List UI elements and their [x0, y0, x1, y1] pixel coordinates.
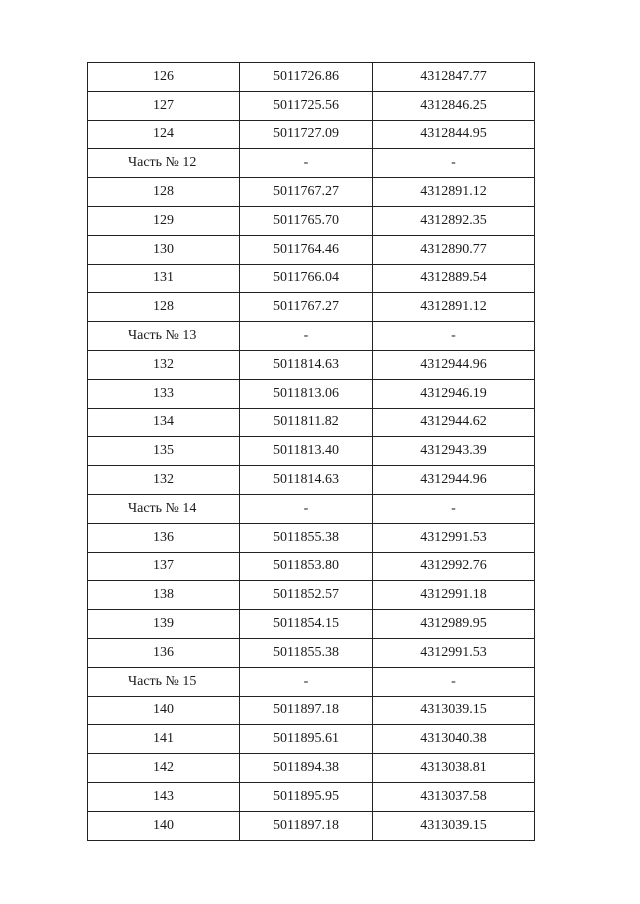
table-row: [88, 638, 535, 667]
y-coordinate-cell: 4312944.96: [373, 350, 535, 379]
table-row: [88, 120, 535, 149]
y-coordinate-cell: 4313040.38: [373, 725, 535, 754]
point-cell: 130: [88, 235, 240, 264]
table-row: [88, 466, 535, 495]
y-coordinate-cell: 4312944.96: [373, 466, 535, 495]
part-header-row: [88, 149, 535, 178]
point-cell: 136: [88, 523, 240, 552]
point-cell: 134: [88, 408, 240, 437]
point-cell: 128: [88, 293, 240, 322]
y-coordinate-cell: 4312889.54: [373, 264, 535, 293]
x-coordinate-cell: 5011727.09: [240, 120, 373, 149]
y-coordinate-cell: 4313039.15: [373, 696, 535, 725]
y-coordinate-cell: 4312992.76: [373, 552, 535, 581]
x-coordinate-cell: 5011814.63: [240, 350, 373, 379]
x-coordinate-cell: -: [240, 494, 373, 523]
x-coordinate-cell: 5011855.38: [240, 523, 373, 552]
x-coordinate-cell: -: [240, 667, 373, 696]
point-cell: 135: [88, 437, 240, 466]
y-coordinate-cell: 4312891.12: [373, 178, 535, 207]
point-cell: 127: [88, 91, 240, 120]
x-coordinate-cell: 5011895.95: [240, 782, 373, 811]
x-coordinate-cell: 5011854.15: [240, 610, 373, 639]
y-coordinate-cell: -: [373, 149, 535, 178]
y-coordinate-cell: 4312890.77: [373, 235, 535, 264]
y-coordinate-cell: -: [373, 494, 535, 523]
x-coordinate-cell: 5011814.63: [240, 466, 373, 495]
x-coordinate-cell: 5011764.46: [240, 235, 373, 264]
table-row: [88, 782, 535, 811]
y-coordinate-cell: 4312991.18: [373, 581, 535, 610]
y-coordinate-cell: 4312844.95: [373, 120, 535, 149]
y-coordinate-cell: 4313037.58: [373, 782, 535, 811]
x-coordinate-cell: -: [240, 149, 373, 178]
table-row: [88, 523, 535, 552]
x-coordinate-cell: 5011767.27: [240, 178, 373, 207]
y-coordinate-cell: 4312989.95: [373, 610, 535, 639]
part-label-cell: Часть № 12: [88, 149, 240, 178]
x-coordinate-cell: 5011813.40: [240, 437, 373, 466]
table-row: [88, 206, 535, 235]
point-cell: 140: [88, 811, 240, 840]
table-row: [88, 379, 535, 408]
part-label-cell: Часть № 14: [88, 494, 240, 523]
table-row: [88, 408, 535, 437]
x-coordinate-cell: 5011895.61: [240, 725, 373, 754]
point-cell: 141: [88, 725, 240, 754]
point-cell: 124: [88, 120, 240, 149]
point-cell: 132: [88, 466, 240, 495]
point-cell: 131: [88, 264, 240, 293]
coordinates-table-body: [88, 63, 535, 841]
x-coordinate-cell: 5011897.18: [240, 696, 373, 725]
y-coordinate-cell: -: [373, 667, 535, 696]
y-coordinate-cell: 4312946.19: [373, 379, 535, 408]
x-coordinate-cell: -: [240, 322, 373, 351]
part-label-cell: Часть № 15: [88, 667, 240, 696]
table-row: [88, 350, 535, 379]
x-coordinate-cell: 5011855.38: [240, 638, 373, 667]
y-coordinate-cell: 4313038.81: [373, 754, 535, 783]
point-cell: 136: [88, 638, 240, 667]
point-cell: 137: [88, 552, 240, 581]
table-row: [88, 696, 535, 725]
y-coordinate-cell: 4312891.12: [373, 293, 535, 322]
y-coordinate-cell: 4312892.35: [373, 206, 535, 235]
x-coordinate-cell: 5011766.04: [240, 264, 373, 293]
part-header-row: [88, 322, 535, 351]
point-cell: 142: [88, 754, 240, 783]
table-row: [88, 610, 535, 639]
x-coordinate-cell: 5011725.56: [240, 91, 373, 120]
y-coordinate-cell: 4312991.53: [373, 638, 535, 667]
point-cell: 126: [88, 63, 240, 92]
point-cell: 143: [88, 782, 240, 811]
table-row: [88, 63, 535, 92]
y-coordinate-cell: 4312846.25: [373, 91, 535, 120]
y-coordinate-cell: 4312944.62: [373, 408, 535, 437]
table-row: [88, 811, 535, 840]
y-coordinate-cell: 4312943.39: [373, 437, 535, 466]
x-coordinate-cell: 5011894.38: [240, 754, 373, 783]
point-cell: 132: [88, 350, 240, 379]
table-row: [88, 293, 535, 322]
x-coordinate-cell: 5011767.27: [240, 293, 373, 322]
y-coordinate-cell: -: [373, 322, 535, 351]
x-coordinate-cell: 5011813.06: [240, 379, 373, 408]
x-coordinate-cell: 5011897.18: [240, 811, 373, 840]
point-cell: 138: [88, 581, 240, 610]
point-cell: 129: [88, 206, 240, 235]
point-cell: 139: [88, 610, 240, 639]
coordinates-table: [87, 62, 535, 841]
y-coordinate-cell: 4313039.15: [373, 811, 535, 840]
part-label-cell: Часть № 13: [88, 322, 240, 351]
x-coordinate-cell: 5011726.86: [240, 63, 373, 92]
table-row: [88, 178, 535, 207]
x-coordinate-cell: 5011765.70: [240, 206, 373, 235]
point-cell: 133: [88, 379, 240, 408]
table-row: [88, 725, 535, 754]
x-coordinate-cell: 5011811.82: [240, 408, 373, 437]
table-row: [88, 91, 535, 120]
table-row: [88, 552, 535, 581]
part-header-row: [88, 494, 535, 523]
y-coordinate-cell: 4312991.53: [373, 523, 535, 552]
table-row: [88, 264, 535, 293]
y-coordinate-cell: 4312847.77: [373, 63, 535, 92]
part-header-row: [88, 667, 535, 696]
table-row: [88, 581, 535, 610]
point-cell: 140: [88, 696, 240, 725]
x-coordinate-cell: 5011852.57: [240, 581, 373, 610]
x-coordinate-cell: 5011853.80: [240, 552, 373, 581]
table-row: [88, 437, 535, 466]
point-cell: 128: [88, 178, 240, 207]
table-row: [88, 235, 535, 264]
table-row: [88, 754, 535, 783]
